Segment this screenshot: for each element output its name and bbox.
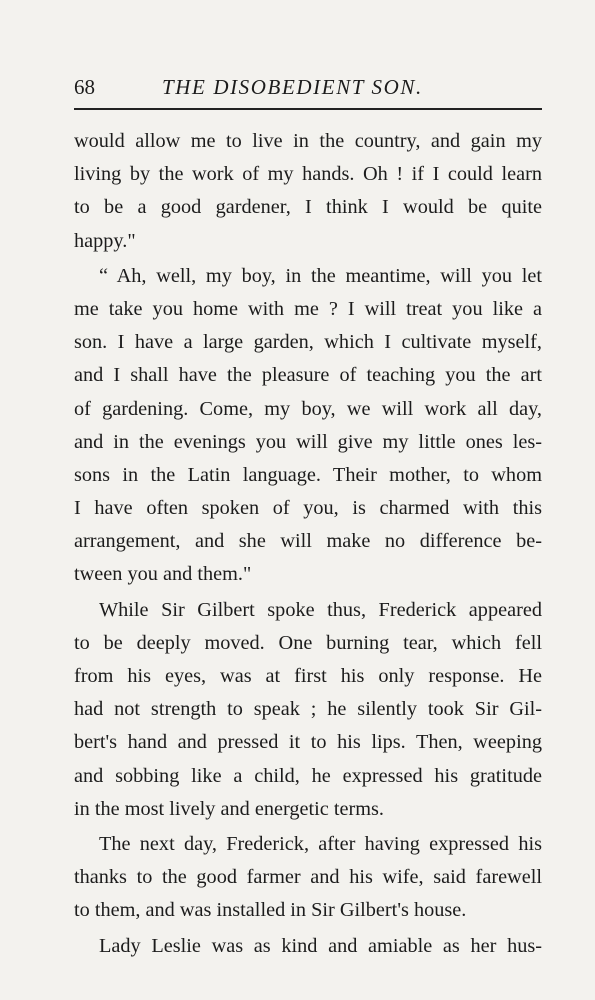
text-line: sons in the Latin language. Their mother, to whom <box>74 463 542 486</box>
header-rule <box>74 108 542 110</box>
text-line: arrangement, and she will make no difference be- <box>74 530 542 553</box>
text-line: thanks to the good farmer and his wife, said farewell <box>74 866 542 889</box>
text-line: While Sir Gilbert spoke thus, Frederick appeared <box>99 598 542 621</box>
text-line: would allow me to live in the country, and gain my <box>74 130 542 152</box>
text-line: bert's hand and pressed it to his lips. Then, weeping <box>74 731 542 754</box>
text-line: I have often spoken of you, is charmed with this <box>74 497 542 520</box>
paragraph-2 <box>74 260 542 592</box>
paragraph-1 <box>74 125 542 258</box>
text-line: to them, and was installed in Sir Gilbert's house. <box>74 899 467 922</box>
text-line: to be deeply moved. One burning tear, which fell <box>74 631 542 654</box>
text-line: tween you and them." <box>74 563 252 586</box>
text-line: me take you home with me ? I will treat you like a <box>74 297 542 320</box>
paragraph-5 <box>74 930 542 963</box>
text-line: and sobbing like a child, he expressed his gratitude <box>74 764 542 787</box>
text-line: to be a good gardener, I think I would be quite <box>74 196 542 219</box>
text-line: son. I have a large garden, which I cultivate myself, <box>74 331 542 354</box>
body-text <box>74 125 542 963</box>
text-line: of gardening. Come, my boy, we will work all day, <box>74 397 542 420</box>
paragraph-3 <box>74 594 542 826</box>
text-line: living by the work of my hands. Oh ! if I could learn <box>74 163 542 186</box>
text-line: in the most lively and energetic terms. <box>74 797 384 820</box>
paragraph-4 <box>74 828 542 928</box>
text-line: and I shall have the pleasure of teaching you the art <box>74 364 542 387</box>
text-line: The next day, Frederick, after having expressed his <box>99 832 542 855</box>
text-line: happy." <box>74 229 136 252</box>
text-line: and in the evenings you will give my little ones les- <box>74 430 542 453</box>
page-number: 68 <box>74 75 95 99</box>
text-line: Lady Leslie was as kind and amiable as her hus- <box>99 934 542 957</box>
text-line: from his eyes, was at first his only response. He <box>74 665 542 687</box>
text-line: “ Ah, well, my boy, in the meantime, will you let <box>99 264 542 287</box>
text-line: had not strength to speak ; he silently took Sir Gil- <box>74 698 542 721</box>
page-header <box>74 72 544 102</box>
running-title: THE DISOBEDIENT SON. <box>162 75 423 99</box>
